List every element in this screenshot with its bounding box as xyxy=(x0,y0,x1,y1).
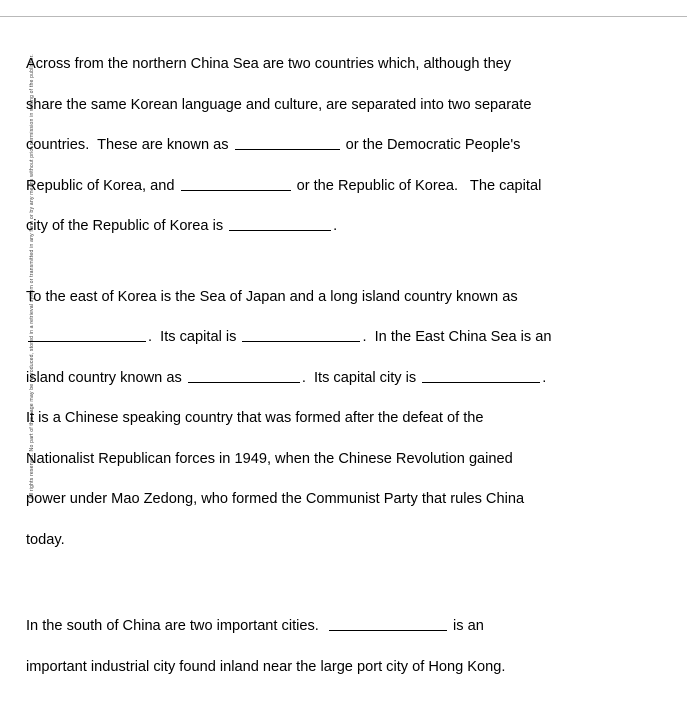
korea-paragraph xyxy=(26,44,626,247)
text-run: . In the East China Sea is an xyxy=(362,329,552,345)
fill-in-blank[interactable] xyxy=(242,327,360,342)
text-run: or the Democratic People's xyxy=(341,137,521,153)
text-line xyxy=(26,398,626,439)
text-run: or the Republic of Korea. The capital xyxy=(292,177,542,194)
text-run: To the east of Korea is the Sea of Japan and a long island country known as xyxy=(26,288,518,305)
text-line xyxy=(26,85,626,126)
text-line xyxy=(26,358,626,399)
fill-in-blank[interactable] xyxy=(329,616,447,631)
text-run: Across from the northern China Sea are two countries which, although they xyxy=(26,56,512,72)
text-run: island country known as xyxy=(26,369,186,386)
text-line xyxy=(26,166,626,207)
text-line xyxy=(26,439,626,480)
text-run: today. xyxy=(26,531,65,548)
text-run: power under Mao Zedong, who formed the Communist Party that rules China xyxy=(26,491,525,507)
fill-in-blank[interactable] xyxy=(422,368,540,383)
fill-in-blank[interactable] xyxy=(28,327,146,342)
page-top-divider xyxy=(0,16,687,17)
text-line xyxy=(26,206,626,247)
text-run: share the same Korean language and culture, are separated into two separate xyxy=(26,96,532,113)
fill-in-blank[interactable] xyxy=(235,135,340,150)
text-line xyxy=(26,520,626,561)
text-line xyxy=(26,479,626,520)
fill-in-blank[interactable] xyxy=(229,216,331,231)
fill-in-blank[interactable] xyxy=(181,176,291,191)
paragraph-list xyxy=(26,44,626,687)
text-line xyxy=(26,125,626,166)
japan-taiwan-paragraph xyxy=(26,277,626,561)
text-run: countries. These are known as xyxy=(26,137,233,153)
text-run: . Its capital city is xyxy=(301,369,421,386)
worksheet-body xyxy=(26,44,626,687)
text-line xyxy=(26,277,626,318)
text-run: is an xyxy=(448,618,484,634)
southern-cities-paragraph xyxy=(26,606,626,687)
text-run: It is a Chinese speaking country that was formed after the defeat of the xyxy=(26,410,484,426)
text-run: . xyxy=(542,369,547,386)
text-run: Republic of Korea, and xyxy=(26,177,179,194)
paragraph-gap xyxy=(26,560,626,606)
text-run: . xyxy=(333,218,338,234)
text-run: In the south of China are two important cities. xyxy=(26,618,327,634)
text-run: Nationalist Republican forces in 1949, when the Chinese Revolution gained xyxy=(26,450,513,467)
text-run: . Its capital is xyxy=(148,329,241,345)
text-run: important industrial city found inland near the large port city of Hong Kong. xyxy=(26,658,506,675)
copyright-notice: All rights reserved. No part of this page may be reproduced, stored in a retrieval system or transmitted in any form or by any means without prior permission in writing of the publisher. xyxy=(29,54,35,499)
paragraph-gap xyxy=(26,247,626,277)
text-line xyxy=(26,317,626,358)
fill-in-blank[interactable] xyxy=(188,368,300,383)
text-line xyxy=(26,44,626,85)
text-run: city of the Republic of Korea is xyxy=(26,218,228,234)
text-line xyxy=(26,606,626,647)
text-line xyxy=(26,647,626,688)
